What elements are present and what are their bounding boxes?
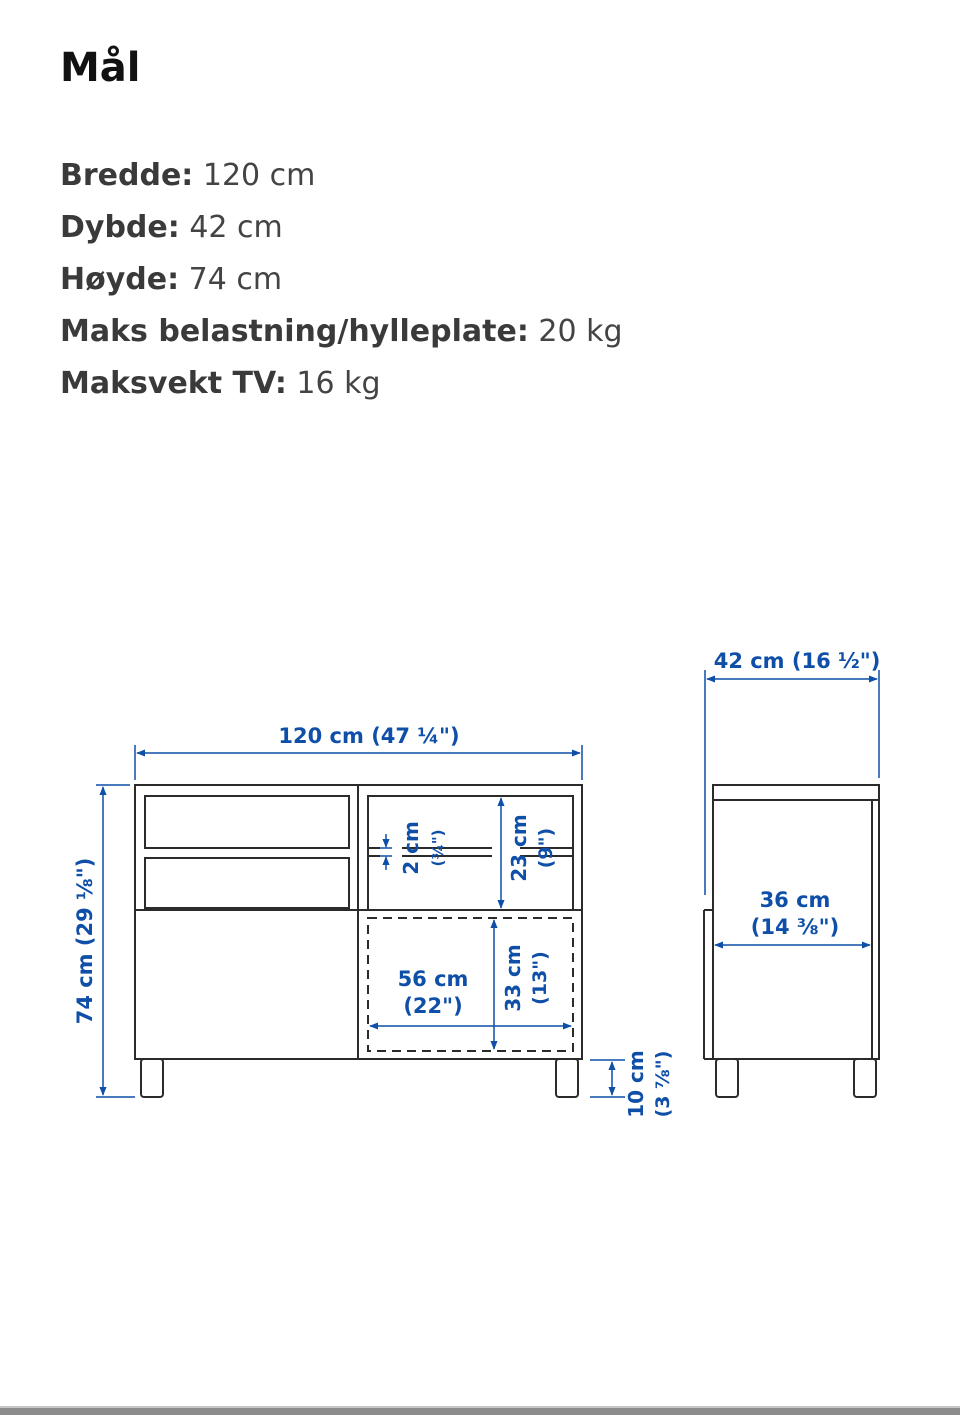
second-drawer (145, 858, 349, 908)
leg (854, 1059, 876, 1097)
inner-height-inch-label: (13") (529, 951, 551, 1005)
shelf-thickness-cm-label: 2 cm (399, 821, 423, 875)
spec-row-depth (60, 202, 623, 254)
dimension-labels (73, 649, 880, 1118)
height-cm-label: 74 cm (73, 953, 97, 1025)
spec-value: 20 kg (538, 314, 623, 349)
spec-list (60, 150, 623, 410)
depth-label: 42 cm (16 ½") (713, 649, 881, 673)
inner-depth-inch-label: (14 ⅜") (750, 915, 840, 939)
spec-value: 16 kg (296, 366, 381, 401)
leg-height-cm-label: 10 cm (624, 1050, 648, 1118)
spec-value: 42 cm (189, 210, 283, 245)
spec-row-max-load-shelf (60, 306, 623, 358)
compartment-height-inch-label: (9") (535, 827, 557, 869)
spec-label: Maksvekt TV: (60, 366, 287, 401)
spec-row-max-tv-weight (60, 358, 623, 410)
shelf-thickness-inch-label: (¾") (429, 829, 447, 867)
leg (556, 1059, 578, 1097)
leg (716, 1059, 738, 1097)
inner-width-inch-label: (22") (403, 994, 463, 1018)
height-label (73, 858, 97, 1025)
leg-height-inch-label: (3 ⅞") (652, 1050, 674, 1118)
inner-height-cm-label: 33 cm (501, 944, 525, 1012)
height-inch-label: (29 ⅛") (73, 857, 97, 947)
spec-label: Dybde: (60, 210, 180, 245)
inner-depth-cm-label: 36 cm (759, 888, 831, 912)
dimension-lines (96, 670, 879, 1097)
inner-width-cm-label: 56 cm (397, 967, 469, 991)
spec-label: Maks belastning/hylleplate: (60, 314, 529, 349)
width-cm-label: 120 cm (278, 724, 364, 748)
dimension-diagram (0, 600, 960, 1220)
spec-value: 74 cm (188, 262, 283, 297)
spec-row-width (60, 150, 623, 202)
bottom-scroll-bar (0, 1408, 960, 1415)
spec-label: Høyde: (60, 262, 180, 297)
spec-label: Bredde: (60, 158, 194, 193)
spec-value: 120 cm (202, 158, 316, 193)
page-title: Mål (60, 45, 141, 91)
spec-row-height (60, 254, 623, 306)
leg (141, 1059, 163, 1097)
side-view (704, 785, 879, 1097)
width-label (278, 724, 459, 748)
compartment-height-cm-label: 23 cm (507, 814, 531, 882)
width-inch-label: (47 ¼") (371, 724, 460, 748)
top-drawer (145, 796, 349, 848)
